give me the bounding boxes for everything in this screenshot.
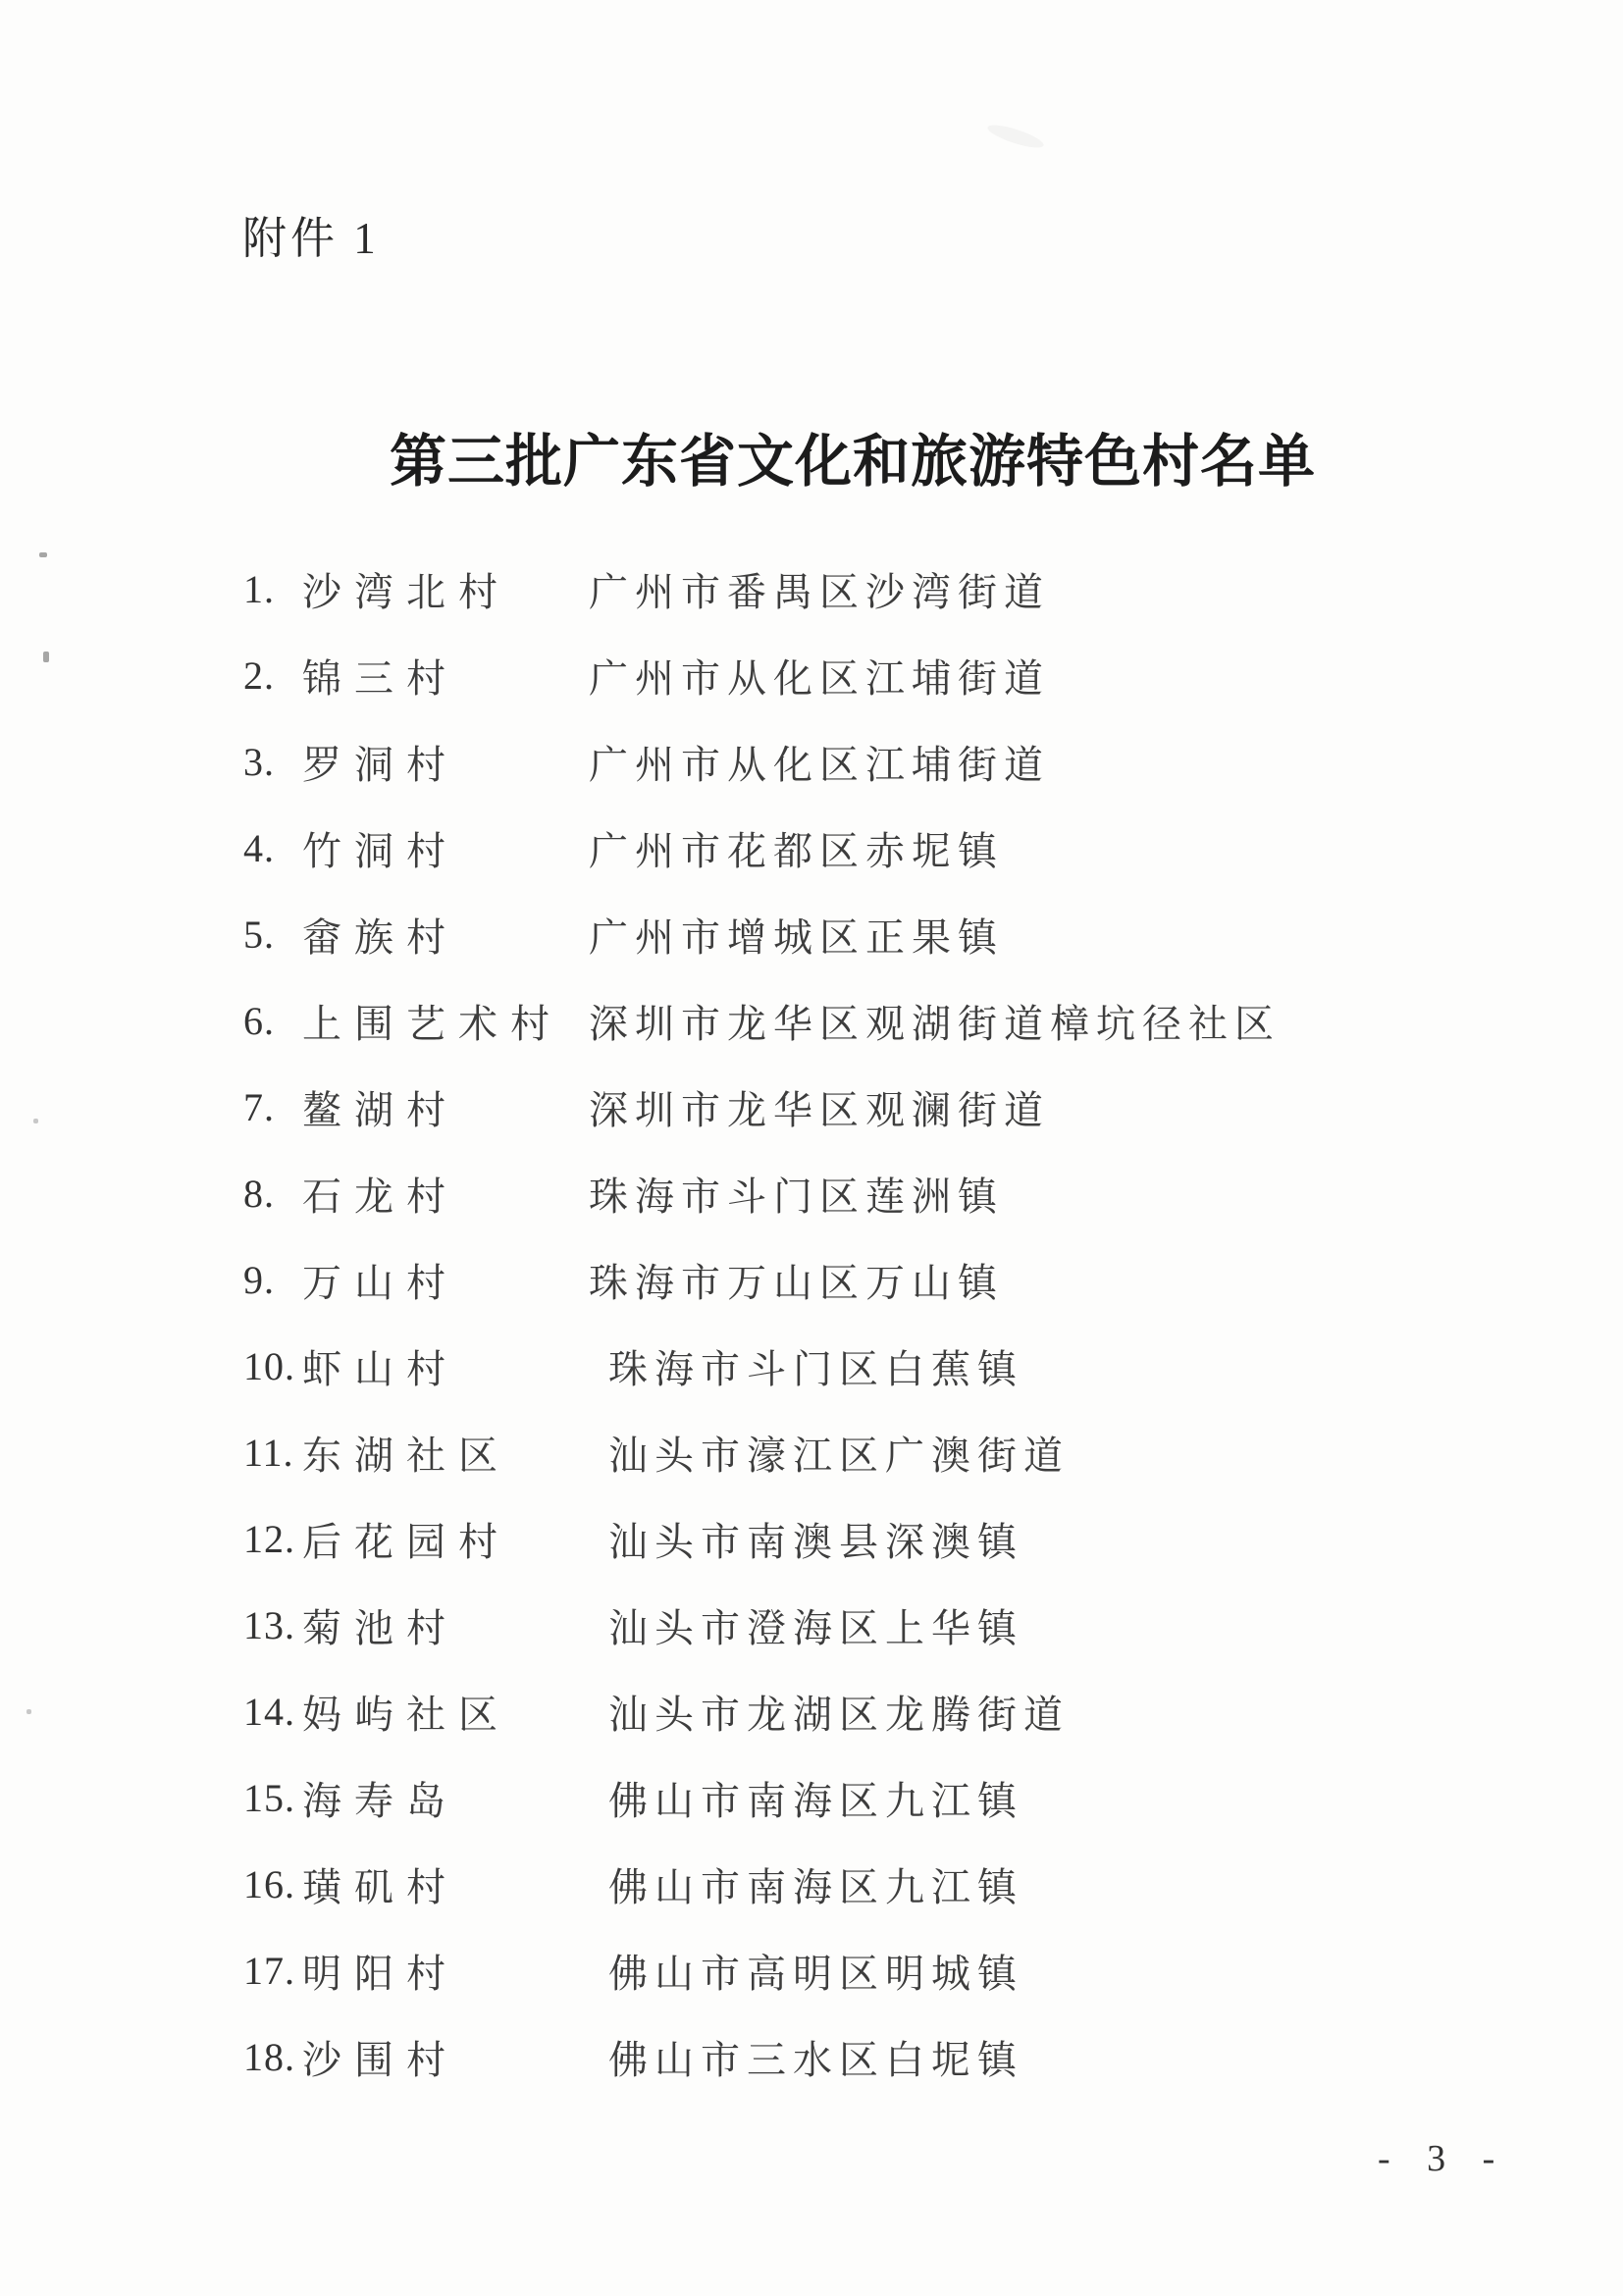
list-item bbox=[243, 1064, 1470, 1150]
item-village-name: 万山村 bbox=[302, 1260, 458, 1305]
item-location: 汕头市龙湖区龙腾街道 bbox=[608, 1692, 1070, 1737]
attachment-label: 附件 1 bbox=[242, 214, 380, 263]
item-location: 广州市从化区江埔街道 bbox=[589, 742, 1050, 787]
item-village-name: 罗洞村 bbox=[302, 742, 458, 787]
list-item bbox=[243, 546, 1470, 632]
page-title: 第三批广东省文化和旅游特色村名单 bbox=[389, 429, 1316, 494]
item-number: 12. bbox=[243, 1516, 295, 1561]
item-location: 广州市从化区江埔街道 bbox=[589, 655, 1050, 701]
item-number: 13. bbox=[243, 1602, 295, 1647]
item-number: 6. bbox=[243, 998, 275, 1043]
list-item bbox=[243, 805, 1470, 891]
item-number: 10. bbox=[243, 1343, 295, 1388]
item-location: 佛山市南海区九江镇 bbox=[608, 1778, 1023, 1823]
item-location: 汕头市濠江区广澳街道 bbox=[608, 1433, 1070, 1478]
item-location: 珠海市斗门区莲洲镇 bbox=[589, 1174, 1004, 1219]
item-village-name: 鳌湖村 bbox=[302, 1087, 458, 1132]
list-item bbox=[243, 1668, 1470, 1754]
list-item bbox=[243, 1754, 1470, 1841]
item-number: 14. bbox=[243, 1689, 295, 1734]
list-item bbox=[243, 1323, 1470, 1409]
item-village-name: 沙围村 bbox=[302, 2037, 458, 2082]
item-village-name: 锦三村 bbox=[302, 655, 458, 701]
item-number: 17. bbox=[243, 1948, 295, 1993]
list-item bbox=[243, 2013, 1470, 2100]
item-village-name: 东湖社区 bbox=[302, 1433, 510, 1478]
list-item bbox=[243, 1582, 1470, 1668]
item-village-name: 上围艺术村 bbox=[302, 1001, 562, 1046]
item-location: 佛山市南海区九江镇 bbox=[608, 1864, 1023, 1909]
list-item bbox=[243, 1495, 1470, 1582]
item-village-name: 璜矶村 bbox=[302, 1864, 458, 1909]
list-item bbox=[243, 1236, 1470, 1323]
item-number: 11. bbox=[243, 1430, 294, 1475]
item-village-name: 海寿岛 bbox=[302, 1778, 458, 1823]
item-number: 15. bbox=[243, 1775, 295, 1820]
list-item bbox=[243, 718, 1470, 805]
item-location: 汕头市南澳县深澳镇 bbox=[608, 1519, 1023, 1564]
item-number: 1. bbox=[243, 566, 275, 611]
item-location: 珠海市斗门区白蕉镇 bbox=[608, 1346, 1023, 1391]
item-location: 广州市花都区赤坭镇 bbox=[589, 828, 1004, 873]
list-item bbox=[243, 977, 1470, 1064]
village-list bbox=[243, 546, 1470, 2100]
item-number: 3. bbox=[243, 739, 275, 784]
item-number: 7. bbox=[243, 1084, 275, 1129]
item-location: 佛山市三水区白坭镇 bbox=[608, 2037, 1023, 2082]
list-item bbox=[243, 1927, 1470, 2013]
item-location: 珠海市万山区万山镇 bbox=[589, 1260, 1004, 1305]
item-location: 深圳市龙华区观湖街道樟坑径社区 bbox=[589, 1001, 1281, 1046]
item-village-name: 菊池村 bbox=[302, 1605, 458, 1650]
item-number: 18. bbox=[243, 2034, 295, 2079]
page-number: - 3 - bbox=[1378, 2138, 1509, 2179]
scan-speck bbox=[39, 552, 47, 557]
item-number: 9. bbox=[243, 1257, 275, 1302]
item-village-name: 后花园村 bbox=[302, 1519, 510, 1564]
item-location: 广州市增城区正果镇 bbox=[589, 914, 1004, 960]
item-village-name: 竹洞村 bbox=[302, 828, 458, 873]
scan-speck bbox=[33, 1119, 38, 1123]
item-village-name: 沙湾北村 bbox=[302, 569, 510, 614]
scan-speck bbox=[43, 652, 49, 662]
scan-speck bbox=[26, 1709, 31, 1714]
list-item bbox=[243, 891, 1470, 977]
item-number: 5. bbox=[243, 912, 275, 957]
item-village-name: 明阳村 bbox=[302, 1951, 458, 1996]
list-item bbox=[243, 1841, 1470, 1927]
item-location: 佛山市高明区明城镇 bbox=[608, 1951, 1023, 1996]
item-number: 8. bbox=[243, 1171, 275, 1216]
list-item bbox=[243, 632, 1470, 718]
scan-smudge bbox=[985, 121, 1045, 152]
item-village-name: 石龙村 bbox=[302, 1174, 458, 1219]
list-item bbox=[243, 1409, 1470, 1495]
item-location: 深圳市龙华区观澜街道 bbox=[589, 1087, 1050, 1132]
item-number: 16. bbox=[243, 1861, 295, 1906]
item-location: 广州市番禺区沙湾街道 bbox=[589, 569, 1050, 614]
item-number: 2. bbox=[243, 652, 275, 698]
item-village-name: 畲族村 bbox=[302, 914, 458, 960]
item-number: 4. bbox=[243, 825, 275, 870]
item-village-name: 虾山村 bbox=[302, 1346, 458, 1391]
list-item bbox=[243, 1150, 1470, 1236]
item-location: 汕头市澄海区上华镇 bbox=[608, 1605, 1023, 1650]
item-village-name: 妈屿社区 bbox=[302, 1692, 510, 1737]
